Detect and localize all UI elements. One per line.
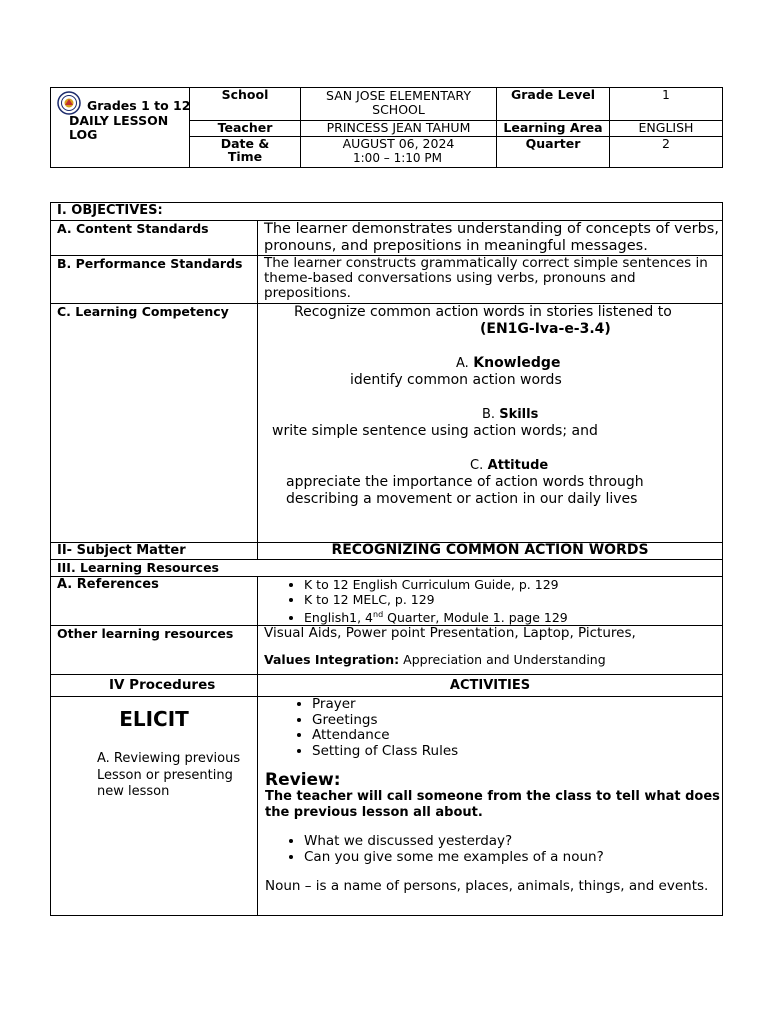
competency-text: Recognize common action words in stories listened to — [294, 304, 672, 320]
noun-definition: Noun – is a name of persons, places, animals, things, and events. — [265, 878, 709, 895]
quarter-value: 2 — [610, 137, 723, 168]
procedures-label: IV Procedures — [51, 675, 258, 697]
list-item: • Prayer — [312, 697, 722, 713]
activities-label: ACTIVITIES — [258, 675, 723, 697]
subject-matter-label: II- Subject Matter — [51, 543, 258, 560]
review-instruction: The teacher will call someone from the class to tell what does the previous lesson all about. — [265, 789, 720, 820]
review-title: Review: — [265, 770, 341, 791]
list-item: • Attendance — [312, 728, 722, 744]
review-questions-list — [258, 834, 722, 865]
opening-activities-list — [258, 697, 722, 759]
area-label: Learning Area — [497, 121, 610, 137]
teacher-value: PRINCESS JEAN TAHUM — [301, 121, 497, 137]
list-item: • K to 12 MELC, p. 129 — [304, 592, 722, 607]
header-table — [50, 87, 723, 168]
list-item: • K to 12 English Curriculum Guide, p. 129 — [304, 577, 722, 592]
date-value: AUGUST 06, 2024 — [342, 136, 455, 151]
competency-code: (EN1G-Iva-e-3.4) — [480, 321, 611, 337]
lesson-table — [50, 202, 723, 916]
list-item: • English1, 4nd Quarter, Module 1. page 129 — [304, 607, 722, 625]
school-label: School — [190, 88, 301, 121]
values-integration: Values Integration: Appreciation and Understanding — [264, 652, 606, 668]
list-item: • Can you give some me examples of a noun? — [304, 850, 722, 866]
grade-value: 1 — [610, 88, 723, 121]
knowledge-heading: A. Knowledge — [456, 355, 561, 371]
log-title-cell — [51, 88, 190, 168]
elicit-heading: ELICIT — [119, 707, 189, 732]
list-item: • What we discussed yesterday? — [304, 834, 722, 850]
references-label: A. References — [51, 577, 258, 626]
school-value: SAN JOSE ELEMENTARY SCHOOL — [301, 88, 497, 121]
content-standards-text: The learner demonstrates understanding of concepts of verbs, pronouns, and prepositions in meaningful messages. — [258, 221, 723, 256]
references-list — [258, 577, 722, 625]
performance-standards-label: B. Performance Standards — [51, 256, 258, 304]
skills-text: write simple sentence using action words; and — [272, 423, 598, 439]
area-value: ENGLISH — [610, 121, 723, 137]
other-resources-text: Visual Aids, Power point Presentation, Laptop, Pictures, — [264, 625, 636, 642]
date-label: Date & Time — [190, 137, 301, 168]
list-item: • Greetings — [312, 713, 722, 729]
quarter-label: Quarter — [497, 137, 610, 168]
content-standards-label: A. Content Standards — [51, 221, 258, 256]
learning-competency-label: C. Learning Competency — [51, 304, 258, 543]
other-resources-label: Other learning resources — [51, 626, 258, 675]
performance-standards-text: The learner constructs grammatically correct simple sentences in theme-based conversations using verbs, pronouns and prepositions. — [258, 256, 723, 304]
step-a-text: A. Reviewing previous Lesson or presenting new lesson — [97, 751, 241, 800]
time-value: 1:00 – 1:10 PM — [353, 151, 442, 165]
learning-resources-heading: III. Learning Resources — [51, 560, 723, 577]
subject-matter-value: RECOGNIZING COMMON ACTION WORDS — [258, 543, 723, 560]
attitude-heading: C. Attitude — [470, 458, 549, 473]
log-title: Grades 1 to 12 DAILY LESSON LOG — [69, 98, 191, 142]
list-item: • Setting of Class Rules — [312, 744, 722, 760]
objectives-heading: I. OBJECTIVES: — [51, 203, 723, 221]
skills-heading: B. Skills — [482, 407, 539, 422]
teacher-label: Teacher — [190, 121, 301, 137]
attitude-text: appreciate the importance of action words through describing a movement or action in our daily lives — [286, 474, 644, 507]
knowledge-text: identify common action words — [350, 372, 562, 388]
grade-label: Grade Level — [497, 88, 610, 121]
